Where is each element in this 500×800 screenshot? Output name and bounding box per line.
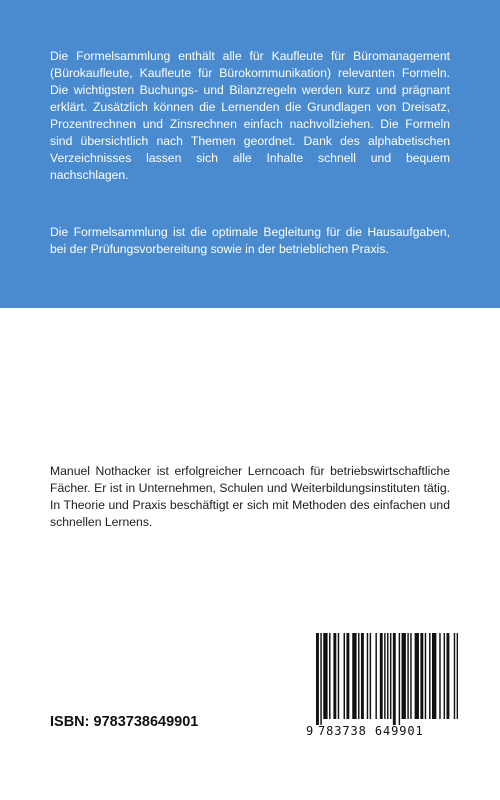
barcode-bar	[361, 633, 364, 719]
barcode-bar	[393, 633, 396, 725]
barcode-bar	[410, 633, 411, 719]
barcode-bar	[329, 633, 330, 719]
barcode-lead-digit: 9	[306, 724, 314, 738]
barcode-bar	[333, 633, 336, 719]
barcode-bar	[415, 633, 419, 719]
barcode-bar	[444, 633, 445, 719]
barcode-bar	[384, 633, 385, 719]
barcode-bar	[457, 633, 458, 719]
barcode-bar	[429, 633, 430, 719]
barcode-bar	[375, 633, 376, 719]
blurb-paragraph-2: Die Formelsammlung ist die optimale Begleitung für die Hausaufgaben, bei der Prüfungsvorbereitung sowie in der betrieblichen Praxis.	[50, 225, 450, 256]
barcode-bar	[370, 633, 371, 719]
barcode-bar	[407, 633, 408, 719]
barcode-bar	[447, 633, 450, 719]
blurb-panel	[0, 0, 500, 308]
barcode-bar	[352, 633, 356, 719]
barcode-bar	[390, 633, 391, 719]
barcode-bar	[358, 633, 359, 719]
barcode-bar	[399, 633, 400, 725]
barcode-bar	[432, 633, 436, 719]
barcode-bar	[367, 633, 368, 719]
barcode-digits: 783738 649901	[318, 724, 424, 738]
barcode-bar	[338, 633, 339, 719]
barcode-bar	[387, 633, 388, 719]
barcode-bar	[425, 633, 426, 719]
barcode-bar	[402, 633, 406, 719]
barcode-bar	[420, 633, 423, 719]
isbn-barcode	[298, 633, 458, 741]
barcode-bar	[380, 633, 383, 719]
isbn-label: ISBN: 9783738649901	[50, 714, 199, 730]
author-bio: Manuel Nothacker ist erfolgreicher Lerncoach für betriebswirtschaftliche Fächer. Er ist in Unternehmen, Schulen und Weiterbildungsinstituten tätig. In Theorie und Praxis beschäftigt er sich mit Methoden des einfachen und schnellen Lernens.	[50, 464, 450, 529]
barcode-bar	[320, 633, 321, 725]
barcode-bar	[346, 633, 349, 719]
barcode-bar	[323, 633, 327, 719]
blurb-paragraph-1: Die Formelsammlung enthält alle für Kaufleute für Büromanagement (Bürokaufleute, Kaufleute für Bürokommunikation) relevanten Formeln. Die wichtigsten Buchungs- und Bilanzregeln werden kurz und prägnant erklärt. Zusätzlich können die Lernenden die Grundlagen von Dreisatz, Prozentrechnen und Zinsrechnen einfach nachvollziehen. Die Formeln sind übersichtlich nach Themen geordnet. Dank des alphabetischen Verzeichnisses lassen sich alle Inhalte schnell und bequem nachschlagen.	[50, 49, 450, 182]
barcode-bar	[316, 633, 319, 725]
barcode-bars	[298, 633, 458, 725]
barcode-bar	[454, 633, 455, 719]
barcode-bar	[439, 633, 440, 719]
barcode-bar	[344, 633, 345, 719]
